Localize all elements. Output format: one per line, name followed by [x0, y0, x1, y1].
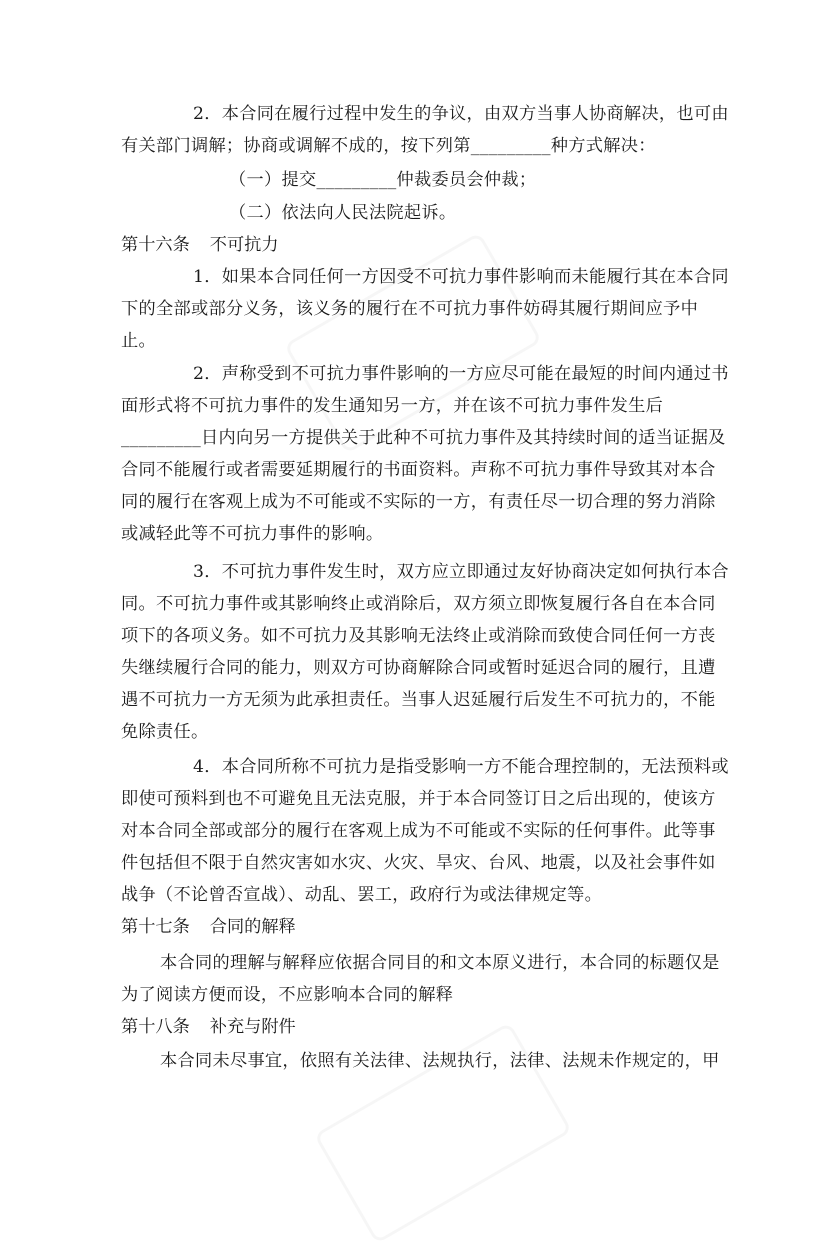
article-heading	[121, 1015, 296, 1039]
article-title: 合同的解释	[209, 917, 296, 937]
paragraph-line: 项下的各项义务。如不可抗力及其影响无法终止或消除而致使合同任何一方丧	[121, 626, 716, 646]
paragraph-line: 失继续履行合同的能力，则双方可协商解除合同或暂时延迟合同的履行，且遭	[121, 658, 716, 678]
paragraph-line: 免除责任。	[121, 722, 209, 742]
paragraph-line: 1．如果本合同任何一方因受不可抗力事件影响而未能履行其在本合同	[193, 267, 729, 287]
paragraph-line: 为了阅读方便而设，不应影响本合同的解释	[121, 985, 454, 1005]
paragraph-line: 同的履行在客观上成为不可能或不实际的一方，有责任尽一切合理的努力消除	[121, 492, 716, 512]
paragraph-line: 同。不可抗力事件或其影响终止或消除后，双方须立即恢复履行各自在本合同	[121, 594, 716, 614]
paragraph-line: 面形式将不可抗力事件的发生通知另一方，并在该不可抗力事件发生后	[121, 396, 664, 416]
paragraph-line: 即使可预料到也不可避免且无法克服，并于本合同签订日之后出现的，使该方	[121, 789, 716, 809]
option-line: （二）依法向人民法院起诉。	[229, 203, 457, 223]
paragraph-line: 止。	[121, 331, 156, 351]
paragraph-line: 2．本合同在履行过程中发生的争议，由双方当事人协商解决，也可由	[193, 104, 729, 124]
paragraph-line: 对本合同全部或部分的履行在客观上成为不可能或不实际的任何事件。此等事	[121, 821, 716, 841]
paragraph-line: 件包括但不限于自然灾害如水灾、火灾、旱灾、台风、地震，以及社会事件如	[121, 853, 716, 873]
paragraph-line: 3．不可抗力事件发生时，双方应立即通过友好协商决定如何执行本合	[193, 562, 729, 582]
article-heading	[121, 233, 279, 257]
article-number: 第十七条	[121, 917, 190, 937]
article-title: 补充与附件	[209, 1017, 296, 1037]
article-number: 第十八条	[121, 1017, 190, 1037]
paragraph-line: 遇不可抗力一方无须为此承担责任。当事人迟延履行后发生不可抗力的，不能	[121, 690, 716, 710]
article-heading	[121, 915, 296, 939]
paragraph-line: 下的全部或部分义务，该义务的履行在不可抗力事件妨碍其履行期间应予中	[121, 299, 699, 319]
paragraph-line: 战争（不论曾否宣战）、动乱、罢工，政府行为或法律规定等。	[121, 885, 603, 905]
paragraph-line: 有关部门调解；协商或调解不成的，按下列第_________种方式解决：	[121, 136, 656, 156]
paragraph-line: 本合同未尽事宜，依照有关法律、法规执行，法律、法规未作规定的，甲	[160, 1051, 720, 1071]
option-line: （一）提交_________仲裁委员会仲裁；	[229, 170, 537, 190]
article-title: 不可抗力	[209, 235, 279, 255]
paragraph-line: 4．本合同所称不可抗力是指受影响一方不能合理控制的，无法预料或	[193, 757, 729, 777]
paragraph-line: 合同不能履行或者需要延期履行的书面资料。声称不可抗力事件导致其对本合	[121, 460, 716, 480]
paragraph-line: 2．声称受到不可抗力事件影响的一方应尽可能在最短的时间内通过书	[193, 364, 729, 384]
paragraph-line: _________日内向另一方提供关于此种不可抗力事件及其持续时间的适当证据及	[121, 428, 726, 448]
paragraph-line: 本合同的理解与解释应依据合同目的和文本原义进行，本合同的标题仅是	[160, 953, 720, 973]
article-number: 第十六条	[121, 235, 190, 255]
paragraph-line: 或减轻此等不可抗力事件的影响。	[121, 524, 384, 544]
